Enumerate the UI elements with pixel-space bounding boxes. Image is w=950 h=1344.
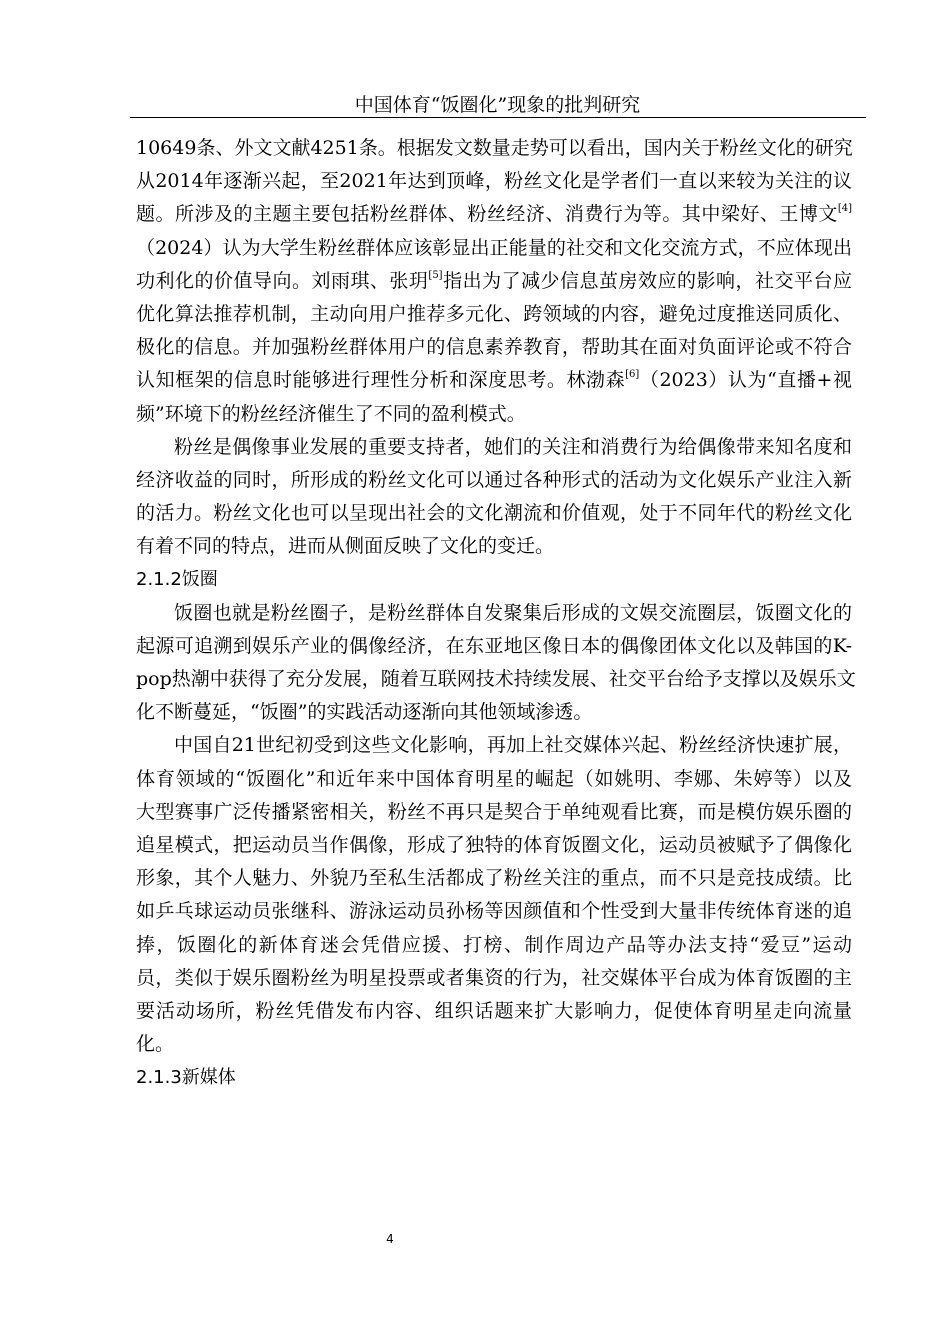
text-line: 中国自21世纪初受到这些文化影响，再加上社交媒体兴起、粉丝经济快速扩展， (174, 734, 852, 757)
paragraph (136, 597, 856, 730)
text-line: 形象，其个人魅力、外貌乃至私生活都成了粉丝关注的重点，而不只是竞技成绩。比 (136, 867, 852, 890)
citation-ref: [5] (428, 269, 443, 281)
page-number: 4 (386, 1232, 394, 1246)
citation-ref: [6] (625, 369, 640, 381)
text-line: （2024）认为大学生粉丝群体应该彰显出正能量的社交和文化交流方式，不应体现出 (136, 236, 852, 259)
text-line: 化。 (136, 1033, 175, 1056)
section-heading: 2.1.2饭圈 (136, 569, 218, 591)
citation-ref: [4] (837, 203, 852, 215)
text-line: 频”环境下的粉丝经济催生了不同的盈利模式。 (136, 402, 526, 425)
running-header (130, 94, 865, 116)
text-line: 起源可追溯到娱乐产业的偶像经济，在东亚地区像日本的偶像团体文化以及韩国的K- (136, 634, 852, 657)
text-line: 如乒乓球运动员张继科、游泳运动员孙杨等因颜值和个性受到大量非传统体育迷的追 (136, 900, 852, 923)
text-line: 饭圈也就是粉丝圈子，是粉丝群体自发聚集后形成的文娱交流圈层，饭圈文化的 (174, 601, 852, 624)
text-line: 要活动场所，粉丝凭借发布内容、组织话题来扩大影响力，促使体育明星走向流量 (136, 999, 852, 1022)
paragraph (136, 729, 852, 1061)
text-line: 经济收益的同时，所形成的粉丝文化可以通过各种形式的活动为文化娱乐产业注入新 (136, 468, 852, 491)
text-line: 体育领域的“饭圈化”和近年来中国体育明星的崛起（如姚明、李娜、朱婷等）以及 (136, 767, 852, 790)
text-line: 10649条、外文文献4251条。根据发文数量走势可以看出，国内关于粉丝文化的研究 (136, 137, 853, 159)
section-heading: 2.1.3新媒体 (136, 1067, 236, 1089)
text-line: pop热潮中获得了充分发展，随着互联网技术持续发展、社交平台给予支撑以及娱乐文 (136, 668, 856, 690)
text-line: 题。所涉及的主题主要包括粉丝群体、粉丝经济、消费行为等。其中梁好、王博文[4] (136, 203, 852, 226)
text-line: 追星模式，把运动员当作偶像，形成了独特的体育饭圈文化，运动员被赋予了偶像化 (136, 833, 852, 856)
text-line: 化不断蔓延，“饭圈”的实践活动逐渐向其他领域渗透。 (136, 701, 593, 724)
text-line: 的活力。粉丝文化也可以呈现出社会的文化潮流和价值观，处于不同年代的粉丝文化 (136, 502, 852, 525)
text-line: 员，类似于娱乐圈粉丝为明星投票或者集资的行为，社交媒体平台成为体育饭圈的主 (136, 966, 852, 989)
header-title: 中国体育“饭圈化”现象的批判研究 (354, 94, 641, 116)
body-text (136, 132, 856, 1094)
text-line: 大型赛事广泛传播紧密相关，粉丝不再只是契合于单纯观看比赛，而是模仿娱乐圈的 (136, 800, 852, 823)
paragraph (136, 431, 852, 564)
header-rule (130, 117, 866, 118)
text-line: 粉丝是偶像事业发展的重要支持者，她们的关注和消费行为给偶像带来知名度和 (174, 435, 852, 458)
text-line: 功利化的价值导向。刘雨琪、张玥[5]指出为了减少信息茧房效应的影响，社交平台应 (136, 269, 852, 292)
text-line: 认知框架的信息时能够进行理性分析和深度思考。林渤森[6]（2023）认为“直播+视 (136, 369, 852, 392)
text-line: 从2014年逐渐兴起，至2021年达到顶峰，粉丝文化是学者们一直以来较为关注的议 (136, 170, 852, 193)
text-line: 极化的信息。并加强粉丝群体用户的信息素养教育，帮助其在面对负面评论或不符合 (136, 336, 852, 359)
text-line: 捧，饭圈化的新体育迷会凭借应援、打榜、制作周边产品等办法支持“爱豆”运动 (136, 933, 852, 956)
paragraph (136, 132, 852, 431)
text-line: 优化算法推荐机制，主动向用户推荐多元化、跨领域的内容，避免过度推送同质化、 (136, 302, 852, 325)
text-line: 有着不同的特点，进而从侧面反映了文化的变迁。 (136, 535, 555, 558)
